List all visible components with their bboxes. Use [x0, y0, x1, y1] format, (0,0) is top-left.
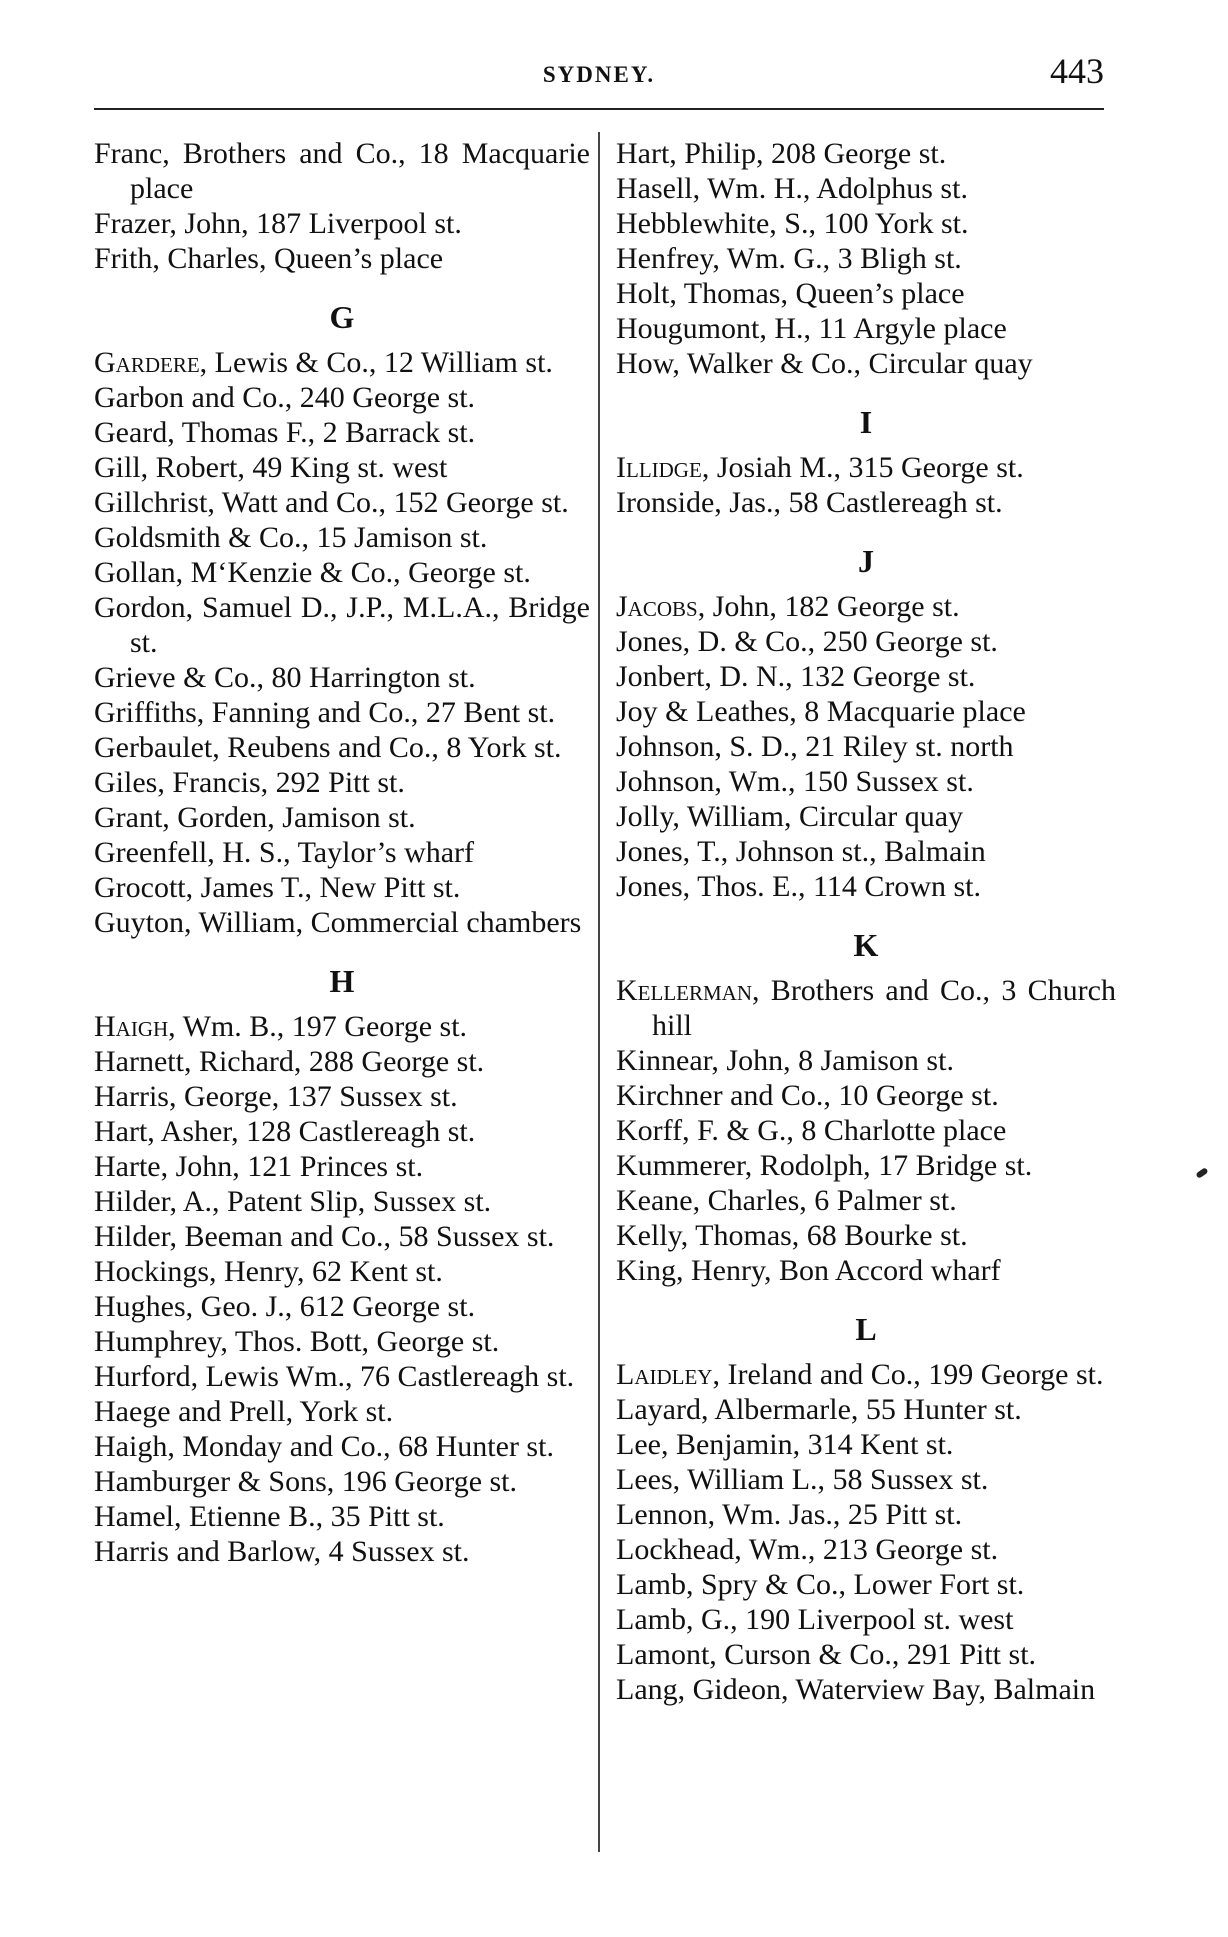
entry-rest: , Josiah M., 315 George st.	[701, 451, 1024, 484]
directory-entry	[616, 589, 1116, 624]
entry-lead-name: Laidley	[616, 1358, 713, 1391]
directory-entry: Hart, Philip, 208 George st.	[616, 137, 947, 170]
letter-heading-g: G	[329, 299, 355, 335]
directory-entry	[94, 1009, 590, 1044]
directory-entry: Joy & Leathes, 8 Macquarie place	[616, 695, 1026, 728]
directory-entry: Kelly, Thomas, 68 Bourke st.	[616, 1219, 968, 1252]
directory-entry	[94, 345, 590, 380]
directory-entry: Hebblewhite, S., 100 York st.	[616, 207, 969, 240]
entry-lead-name: Kellerman	[616, 974, 752, 1007]
directory-entry: Kirchner and Co., 10 George st.	[616, 1079, 999, 1112]
directory-entry: Lockhead, Wm., 213 George st.	[616, 1533, 999, 1566]
directory-entry: Lee, Benjamin, 314 Kent st.	[616, 1428, 954, 1461]
directory-entry: Grieve & Co., 80 Harrington st.	[94, 661, 476, 694]
directory-entry: Johnson, Wm., 150 Sussex st.	[616, 765, 974, 798]
directory-entry: Harnett, Richard, 288 George st.	[94, 1045, 485, 1078]
directory-entry: Harris, George, 137 Sussex st.	[94, 1080, 458, 1113]
directory-entry: Gerbaulet, Reubens and Co., 8 York st.	[94, 731, 562, 764]
directory-entry	[616, 450, 1116, 485]
directory-entry: Grocott, James T., New Pitt st.	[94, 871, 461, 904]
directory-entry: Grant, Gorden, Jamison st.	[94, 801, 416, 834]
directory-entry: Lamont, Curson & Co., 291 Pitt st.	[616, 1638, 1037, 1671]
letter-heading-h: H	[329, 963, 355, 999]
directory-entry: Lamb, G., 190 Liverpool st. west	[616, 1603, 1014, 1636]
directory-entry: King, Henry, Bon Accord wharf	[616, 1254, 1001, 1287]
directory-entry: Hilder, Beeman and Co., 58 Sussex st.	[94, 1220, 555, 1253]
directory-entry: Jones, T., Johnson st., Balmain	[616, 835, 986, 868]
directory-entry: Lamb, Spry & Co., Lower Fort st.	[616, 1568, 1025, 1601]
directory-entry: Griffiths, Fanning and Co., 27 Bent st.	[94, 696, 556, 729]
directory-entry: Lees, William L., 58 Sussex st.	[616, 1463, 989, 1496]
column-divider	[598, 132, 600, 1852]
entry-rest: , John, 182 George st.	[697, 590, 960, 623]
right-column	[616, 136, 1116, 1707]
entry-lead-name: Illidge	[616, 451, 702, 484]
directory-entry: Humphrey, Thos. Bott, George st.	[94, 1325, 500, 1358]
directory-entry: Harte, John, 121 Princes st.	[94, 1150, 424, 1183]
page-number: 443	[1050, 51, 1104, 91]
directory-entry: Giles, Francis, 292 Pitt st.	[94, 766, 405, 799]
directory-entry: Hilder, A., Patent Slip, Sussex st.	[94, 1185, 492, 1218]
directory-entry: Jolly, William, Circular quay	[616, 800, 964, 833]
stray-ink-mark	[1195, 1167, 1208, 1179]
directory-entry: Harris and Barlow, 4 Sussex st.	[94, 1535, 470, 1568]
entry-rest: , Lewis & Co., 12 William st.	[199, 346, 553, 379]
directory-entry: Hart, Asher, 128 Castlereagh st.	[94, 1115, 476, 1148]
directory-entry: Hurford, Lewis Wm., 76 Castlereagh st.	[94, 1360, 575, 1393]
directory-entry: Garbon and Co., 240 George st.	[94, 381, 476, 414]
left-column	[94, 136, 590, 1569]
directory-entry: Frith, Charles, Queen’s place	[94, 242, 444, 275]
letter-heading-k: K	[853, 927, 879, 963]
directory-entry	[616, 1357, 1116, 1392]
directory-entry: Goldsmith & Co., 15 Jamison st.	[94, 521, 488, 554]
directory-entry: How, Walker & Co., Circular quay	[616, 347, 1033, 380]
directory-entry: Lennon, Wm. Jas., 25 Pitt st.	[616, 1498, 963, 1531]
directory-entry: Haigh, Monday and Co., 68 Hunter st.	[94, 1430, 554, 1463]
directory-entry: Hamburger & Sons, 196 George st.	[94, 1465, 518, 1498]
directory-entry: Jonbert, D. N., 132 George st.	[616, 660, 976, 693]
directory-entry: Jones, D. & Co., 250 George st.	[616, 625, 998, 658]
directory-entry: Hughes, Geo. J., 612 George st.	[94, 1290, 476, 1323]
directory-entry: Korff, F. & G., 8 Charlotte place	[616, 1114, 1007, 1147]
entry-lead-name: Haigh	[94, 1010, 169, 1043]
directory-entry: Gill, Robert, 49 King st. west	[94, 451, 448, 484]
directory-entry: Keane, Charles, 6 Palmer st.	[616, 1184, 957, 1217]
directory-entry: Johnson, S. D., 21 Riley st. north	[616, 730, 1014, 763]
directory-entry: Guyton, William, Commercial chambers	[94, 906, 582, 939]
directory-entry: Gillchrist, Watt and Co., 152 George st.	[94, 486, 569, 519]
entry-lead-name: Jacobs	[616, 590, 698, 623]
directory-entry: Hamel, Etienne B., 35 Pitt st.	[94, 1500, 445, 1533]
header-rule	[94, 108, 1104, 110]
directory-entry: Ironside, Jas., 58 Castlereagh st.	[616, 486, 1003, 519]
directory-entry: Hougumont, H., 11 Argyle place	[616, 312, 1007, 345]
directory-entry: Gollan, M‘Kenzie & Co., George st.	[94, 556, 531, 589]
page-header	[94, 50, 1104, 94]
directory-entry: Gordon, Samuel D., J.P., M.L.A., Bridge st.	[94, 591, 590, 659]
directory-entry: Geard, Thomas F., 2 Barrack st.	[94, 416, 476, 449]
directory-entry: Frazer, John, 187 Liverpool st.	[94, 207, 462, 240]
letter-heading-l: L	[855, 1311, 877, 1347]
directory-entry: Holt, Thomas, Queen’s place	[616, 277, 965, 310]
directory-entry: Layard, Albermarle, 55 Hunter st.	[616, 1393, 1022, 1426]
entry-lead-name: Gardere	[94, 346, 200, 379]
directory-entry: Kummerer, Rodolph, 17 Bridge st.	[616, 1149, 1033, 1182]
directory-entry: Greenfell, H. S., Taylor’s wharf	[94, 836, 475, 869]
directory-entry: Lang, Gideon, Waterview Bay, Balmain	[616, 1673, 1096, 1706]
directory-entry	[616, 973, 1116, 1043]
letter-heading-i: I	[859, 404, 873, 440]
directory-entry: Kinnear, John, 8 Jamison st.	[616, 1044, 954, 1077]
directory-entry: Jones, Thos. E., 114 Crown st.	[616, 870, 982, 903]
directory-entry: Henfrey, Wm. G., 3 Bligh st.	[616, 242, 962, 275]
directory-entry: Franc, Brothers and Co., 18 Macquarie place	[94, 137, 590, 205]
running-title: SYDNEY.	[542, 62, 656, 87]
directory-entry: Hockings, Henry, 62 Kent st.	[94, 1255, 443, 1288]
letter-heading-j: J	[858, 543, 874, 579]
directory-entry: Haege and Prell, York st.	[94, 1395, 394, 1428]
entry-rest: , Ireland and Co., 199 George st.	[712, 1358, 1104, 1391]
entry-rest: , Wm. B., 197 George st.	[168, 1010, 468, 1043]
directory-entry: Hasell, Wm. H., Adolphus st.	[616, 172, 968, 205]
entry-rest: , Brothers and Co., 3 Church hill	[652, 974, 1116, 1042]
